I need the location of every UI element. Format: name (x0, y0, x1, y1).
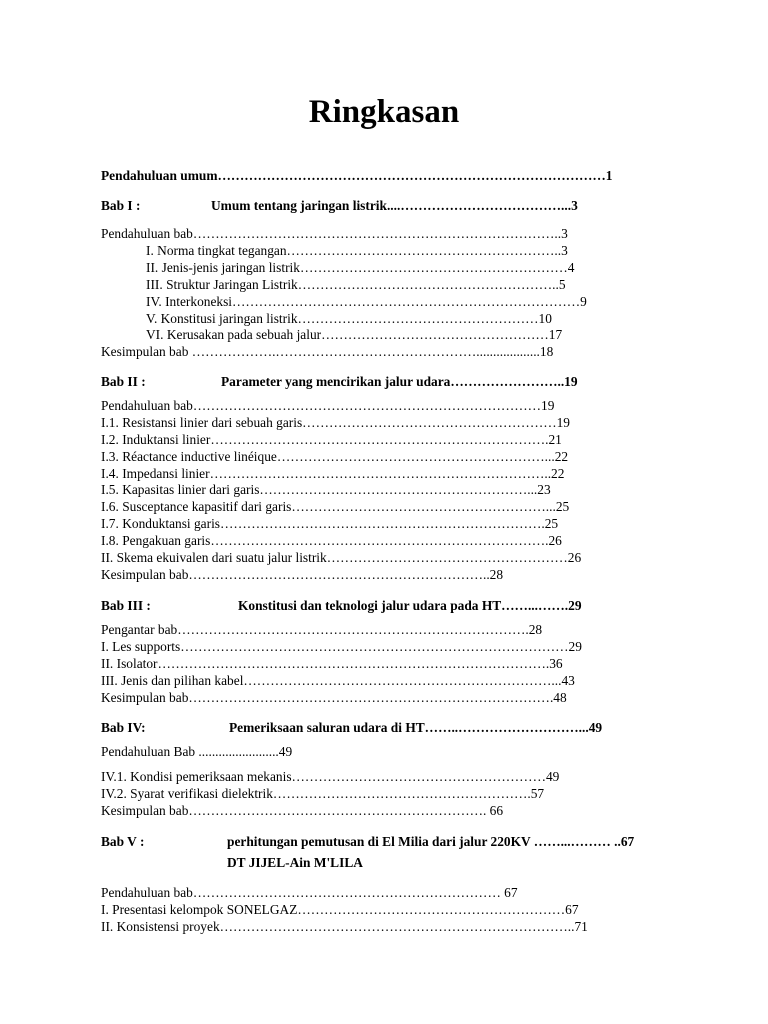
toc-entry: Kesimpulan bab ……………….………………………………………...................18 (101, 344, 554, 359)
ch3-heading: Bab III : (101, 598, 151, 613)
toc-entry: Pendahuluan bab…………………………………………………………… 67 (101, 885, 518, 900)
toc-entry: II. Jenis-jenis jaringan listrik……………………………………………………4 (146, 260, 575, 275)
page-title: Ringkasan (308, 94, 460, 130)
ch1-title: Umum tentang jaringan listrik....………………………………...3 (211, 198, 578, 213)
toc-entry: Pengantar bab…………………………………………………………………….28 (101, 622, 543, 637)
toc-entry: IV.1. Kondisi pemeriksaan mekanis…………………………………………………49 (101, 769, 560, 784)
toc-entry: II. Konsistensi proyek……………………………………………………………………..71 (101, 919, 588, 934)
toc-entry: III. Jenis dan pilihan kabel……………………………………………………………...43 (101, 673, 575, 688)
toc-entry: III. Struktur Jaringan Listrik…………………………………………………..5 (146, 277, 566, 292)
toc-entry: I. Presentasi kelompok SONELGAZ……………………………………………………67 (101, 902, 579, 917)
toc-entry: Kesimpulan bab…………………………………………………………..28 (101, 567, 504, 582)
toc-entry: I.6. Susceptance kapasitif dari garis…………………………………………………...25 (101, 499, 570, 514)
ch5-heading: Bab V : (101, 834, 145, 849)
toc-entry: I.1. Resistansi linier dari sebuah garis…………………………………………………19 (101, 415, 570, 430)
ch5-title: perhitungan pemutusan di El Milia dari jalur 220KV ……...……… ..67 (227, 834, 635, 849)
toc-entry: V. Konstitusi jaringan listrik………………………………………………10 (146, 311, 552, 326)
toc-entry: VI. Kerusakan pada sebuah jalur……………………………………………17 (146, 327, 563, 342)
toc-entry: IV.2. Syarat verifikasi dielektrik………………………………………………….57 (101, 786, 545, 801)
ch2-title: Parameter yang mencirikan jalur udara……………………..19 (221, 374, 578, 389)
toc-entry: II. Skema ekuivalen dari suatu jalur listrik………………………………………………26 (101, 550, 582, 565)
ch4-title: Pemeriksaan saluran udara di HT……..………………………...49 (229, 720, 603, 735)
toc-entry: Pendahuluan bab………………………………………………………………………..3 (101, 226, 568, 241)
ch3-title: Konstitusi dan teknologi jalur udara pada HT……...…….29 (238, 598, 582, 613)
toc-entry: Kesimpulan bab……………………………………………………………………….48 (101, 690, 567, 705)
toc-entry: IV. Interkoneksi……………………………………………………………………9 (146, 294, 587, 309)
intro-line: Pendahuluan umum……………………………………………………………………………1 (101, 168, 613, 183)
ch2-heading: Bab II : (101, 374, 146, 389)
toc-entry: I.2. Induktansi linier………………………………………………………………….21 (101, 432, 562, 447)
toc-entry: I. Les supports……………………………………………………………………………29 (101, 639, 582, 654)
toc-entry: Kesimpulan bab…………………………………………………………. 66 (101, 803, 504, 818)
toc-entry: Pendahuluan Bab ........................49 (101, 744, 293, 759)
toc-entry: I.4. Impedansi linier…………………………………………………………………..22 (101, 466, 565, 481)
toc-entry: I.7. Konduktansi garis……………………………………………………………….25 (101, 516, 559, 531)
ch5-title-line2: DT JIJEL-Ain M'LILA (227, 855, 363, 870)
ch1-heading: Bab I : (101, 198, 141, 213)
toc-entry: II. Isolator…………………………………………………………………………….36 (101, 656, 563, 671)
toc-entry: I.8. Pengakuan garis………………………………………………………………….26 (101, 533, 562, 548)
toc-entry: Pendahuluan bab……………………………………………………………………19 (101, 398, 555, 413)
ch4-heading: Bab IV: (101, 720, 146, 735)
toc-entry: I. Norma tingkat tegangan……………………………………………………..3 (146, 243, 568, 258)
toc-entry: I.3. Réactance inductive linéique……………………………………………………...22 (101, 449, 569, 464)
toc-entry: I.5. Kapasitas linier dari garis……………………………………………………...23 (101, 482, 551, 497)
